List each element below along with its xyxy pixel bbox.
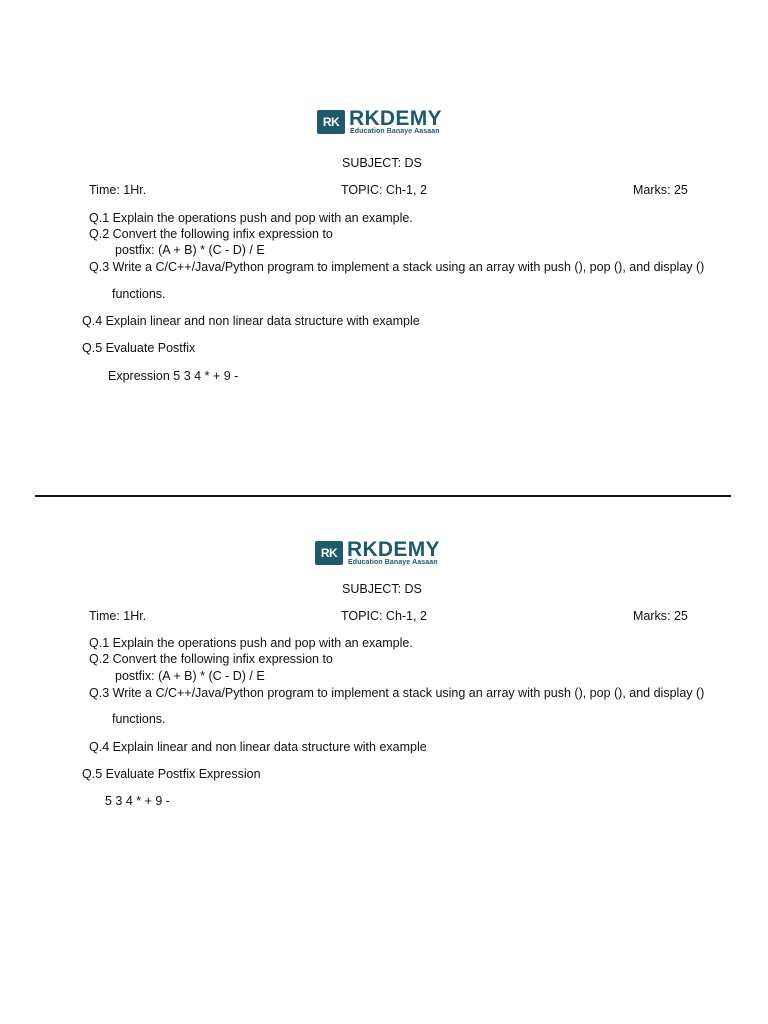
question-3: Q.3 Write a C/C++/Java/Python program to implement a stack using an array with push (), pop (), and display () xyxy=(89,686,705,700)
question-2: Q.2 Convert the following infix expression to xyxy=(89,227,333,241)
question-5: Q.5 Evaluate Postfix Expression xyxy=(82,767,261,781)
question-5-expression: 5 3 4 * + 9 - xyxy=(105,794,170,808)
question-1: Q.1 Explain the operations push and pop with an example. xyxy=(89,636,413,650)
logo-mark: RK xyxy=(315,541,343,565)
question-2-expression: postfix: (A + B) * (C - D) / E xyxy=(115,669,265,683)
time: Time: 1Hr. xyxy=(89,183,147,197)
question-2-expression: postfix: (A + B) * (C - D) / E xyxy=(115,243,265,257)
separator-line xyxy=(35,495,731,497)
logo-tagline: Education Banaye Aasaan xyxy=(348,559,438,566)
logo-tagline: Education Banaye Aasaan xyxy=(350,128,440,135)
marks: Marks: 25 xyxy=(633,609,688,623)
logo-mark: RK xyxy=(317,110,345,134)
question-4: Q.4 Explain linear and non linear data structure with example xyxy=(82,314,420,328)
question-3-continued: functions. xyxy=(112,287,166,301)
question-1: Q.1 Explain the operations push and pop with an example. xyxy=(89,211,413,225)
subject: SUBJECT: DS xyxy=(342,582,422,596)
logo-wordmark: RKDEMY xyxy=(349,107,442,130)
question-2: Q.2 Convert the following infix expression to xyxy=(89,652,333,666)
time: Time: 1Hr. xyxy=(89,609,147,623)
marks: Marks: 25 xyxy=(633,183,688,197)
logo-wordmark: RKDEMY xyxy=(347,538,440,561)
topic: TOPIC: Ch-1, 2 xyxy=(341,183,427,197)
question-4: Q.4 Explain linear and non linear data structure with example xyxy=(89,740,427,754)
logo xyxy=(317,107,457,138)
logo xyxy=(315,538,455,569)
question-5-expression: Expression 5 3 4 * + 9 - xyxy=(108,369,239,383)
subject: SUBJECT: DS xyxy=(342,156,422,170)
question-3: Q.3 Write a C/C++/Java/Python program to implement a stack using an array with push (), pop (), and display () xyxy=(89,260,705,274)
question-5: Q.5 Evaluate Postfix xyxy=(82,341,196,355)
question-3-continued: functions. xyxy=(112,712,166,726)
topic: TOPIC: Ch-1, 2 xyxy=(341,609,427,623)
